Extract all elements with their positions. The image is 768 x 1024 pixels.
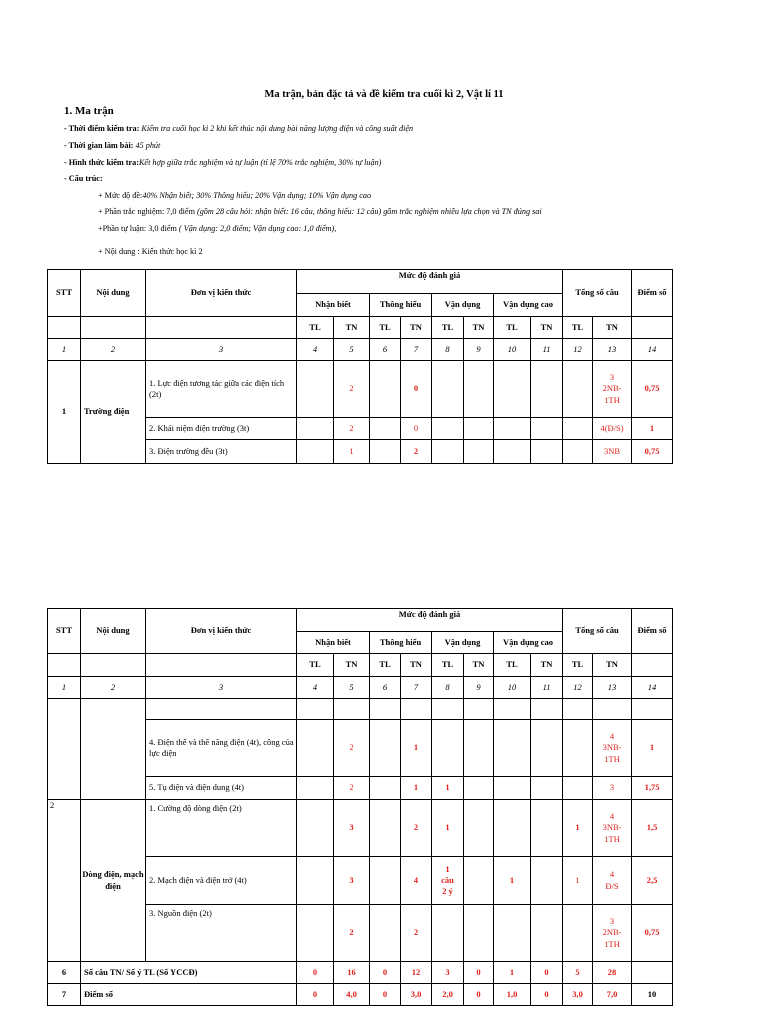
tong-tl-cell: 1: [563, 857, 593, 905]
unit-cell: 2. Khái niệm điện trường (3t): [146, 418, 297, 440]
header-tl: TL: [370, 317, 401, 339]
header-tl: TL: [432, 654, 464, 677]
column-number: 5: [334, 339, 370, 361]
score-total-cell: 10: [632, 984, 673, 1006]
unit-cell: 3. Nguồn điện (2t): [146, 905, 297, 962]
header-nhanbiet: Nhận biết: [297, 632, 370, 654]
header-donvi: Đơn vị kiến thức: [146, 609, 297, 654]
essay-line: [98, 224, 336, 233]
level-value: 40% Nhận biết; 30% Thông hiểu; 20% Vận dụng; 10% Vận dụng cao: [142, 191, 372, 200]
column-number: 9: [464, 677, 494, 699]
header-noidung: Nội dung: [81, 270, 146, 317]
score-cell: 1,5: [632, 800, 673, 857]
header-vandung: Vận dụng: [432, 632, 494, 654]
nb-tn-cell: 2: [334, 720, 370, 777]
header-tl: TL: [563, 654, 593, 677]
tong-tn-cell: 4 3NB- 1TH: [593, 800, 632, 857]
header-diemso: Điểm số: [632, 609, 673, 654]
row-stt: 7: [48, 984, 81, 1006]
header-mucdo: Mức độ đánh giá: [297, 609, 563, 632]
tong-tn-cell: 3 2NB- 1TH: [593, 905, 632, 962]
vdc-tl-cell: 1: [494, 857, 531, 905]
form-value: Kết hợp giữa trắc nghiệm và tự luận (tỉ lệ 70% trắc nghiệm, 30% tự luận): [138, 158, 382, 167]
header-tl: TL: [432, 317, 464, 339]
column-number: 4: [297, 677, 334, 699]
essay-value: ( Vận dụng: 2,0 điểm; Vận dụng cao: 1,0 điểm),: [178, 224, 337, 233]
header-tongsocau: Tổng số câu: [563, 609, 632, 654]
nb-tn-cell: 2: [334, 418, 370, 440]
form-line: [64, 158, 381, 167]
unit-cell: 5. Tụ điện và điện dung (4t): [146, 777, 297, 800]
unit-cell: 1. Lực điện tương tác giữa các điện tích (2t): [146, 361, 297, 418]
column-number: 4: [297, 339, 334, 361]
column-number: 12: [563, 339, 593, 361]
score-cell: 1: [632, 720, 673, 777]
duration-value: 45 phút: [135, 141, 161, 150]
level-label: + Mức độ đề:: [98, 191, 143, 200]
duration-line: [64, 141, 160, 150]
score-cell: 2,5: [632, 857, 673, 905]
th-tn-cell: 2: [401, 440, 432, 464]
header-nhanbiet: Nhận biết: [297, 294, 370, 317]
header-thonghieu: Thông hiểu: [370, 294, 432, 317]
header-tn: TN: [334, 654, 370, 677]
score-total-cell: 3,0: [401, 984, 432, 1006]
nb-tn-cell: 3: [334, 857, 370, 905]
header-diemso: Điểm số: [632, 270, 673, 317]
header-tongsocau: Tổng số câu: [563, 270, 632, 317]
header-tn: TN: [464, 654, 494, 677]
column-number: 14: [632, 339, 673, 361]
row-stt: 6: [48, 962, 81, 984]
score-total-cell: 0: [531, 984, 563, 1006]
score-total-cell: 0: [464, 984, 494, 1006]
score-total-cell: 2,0: [432, 984, 464, 1006]
column-number: 7: [401, 677, 432, 699]
header-tl: TL: [494, 317, 531, 339]
tong-tn-cell: 3NB: [593, 440, 632, 464]
vd-tl-cell: 1 câu 2 ý: [432, 857, 464, 905]
mcq-label: + Phần trắc nghiệm: 7,0 điểm: [98, 207, 195, 216]
tong-tn-cell: 4 3NB- 1TH: [593, 720, 632, 777]
document-title: Ma trận, bản đặc tả và đề kiểm tra cuối kì 2, Vật lí 11: [264, 89, 504, 100]
header-stt: STT: [48, 270, 81, 317]
column-number: 13: [593, 677, 632, 699]
column-number: 3: [146, 339, 297, 361]
column-number: 11: [531, 339, 563, 361]
essay-label: +Phần tự luận: 3,0 điểm: [98, 224, 177, 233]
vd-tl-cell: 1: [432, 800, 464, 857]
column-number: 8: [432, 339, 464, 361]
column-number: 9: [464, 339, 494, 361]
nb-tn-cell: 1: [334, 440, 370, 464]
column-number: 2: [81, 339, 146, 361]
header-stt: STT: [48, 609, 81, 654]
score-label: Điểm số: [81, 984, 297, 1006]
header-tn: TN: [531, 317, 563, 339]
score-cell: 0,75: [632, 440, 673, 464]
nb-tn-cell: 2: [334, 905, 370, 962]
header-tl: TL: [494, 654, 531, 677]
table-row: [48, 800, 673, 857]
th-tn-cell: 2: [401, 800, 432, 857]
sum-cell: 0: [531, 962, 563, 984]
header-tn: TN: [593, 317, 632, 339]
structure-label: - Cấu trúc:: [64, 174, 103, 183]
score-cell: 0,75: [632, 905, 673, 962]
column-number: 1: [48, 677, 81, 699]
header-tn: TN: [593, 654, 632, 677]
row-stt: 1: [48, 361, 81, 464]
score-cell: 0,75: [632, 361, 673, 418]
nb-tn-cell: 2: [334, 777, 370, 800]
unit-cell: 3. Điện trường đều (3t): [146, 440, 297, 464]
sum-cell: 1: [494, 962, 531, 984]
exam-time-value: Kiểm tra cuối học kì 2 khi kết thúc nội dung bài năng lượng điện và công suất điện: [141, 124, 414, 133]
exam-time-line: [64, 124, 413, 133]
score-total-cell: 0: [297, 984, 334, 1006]
level-line: [98, 191, 371, 200]
th-tn-cell: 1: [401, 777, 432, 800]
column-number: 13: [593, 339, 632, 361]
sum-cell: 16: [334, 962, 370, 984]
nb-tn-cell: 2: [334, 361, 370, 418]
content-line: + Nội dung : Kiến thức học kì 2: [98, 247, 203, 256]
topic-cell: Trường điện: [81, 361, 146, 464]
score-row: [48, 984, 673, 1006]
column-number: 10: [494, 339, 531, 361]
column-number: 7: [401, 339, 432, 361]
th-tn-cell: 2: [401, 905, 432, 962]
header-vandung: Vận dụng: [432, 294, 494, 317]
header-tl: TL: [563, 317, 593, 339]
tong-tn-cell: 3: [593, 777, 632, 800]
column-number: 11: [531, 677, 563, 699]
header-tn: TN: [531, 654, 563, 677]
column-number: 8: [432, 677, 464, 699]
tong-tn-cell: 4 Đ/S: [593, 857, 632, 905]
unit-cell: 2. Mạch điện và điện trở (4t): [146, 857, 297, 905]
sum-row: [48, 962, 673, 984]
score-cell: 1: [632, 418, 673, 440]
header-tn: TN: [464, 317, 494, 339]
matrix-table-1: [47, 269, 673, 464]
th-tn-cell: 0: [401, 361, 432, 418]
score-total-cell: 4,0: [334, 984, 370, 1006]
unit-cell: 4. Điện thế và thế năng điện (4t), công của lực điện: [146, 720, 297, 777]
sum-cell: 0: [297, 962, 334, 984]
header-vandungcao: Vận dụng cao: [494, 294, 563, 317]
header-tn: TN: [401, 317, 432, 339]
tong-tn-cell: 3 2NB- 1TH: [593, 361, 632, 418]
header-tl: TL: [297, 654, 334, 677]
mcq-line: [98, 207, 542, 216]
score-cell: 1,75: [632, 777, 673, 800]
header-tn: TN: [334, 317, 370, 339]
column-number: 3: [146, 677, 297, 699]
column-number: 6: [370, 339, 401, 361]
header-vandungcao: Vận dụng cao: [494, 632, 563, 654]
column-number: 2: [81, 677, 146, 699]
sum-cell: 28: [593, 962, 632, 984]
sum-cell: 0: [370, 962, 401, 984]
header-tl: TL: [297, 317, 334, 339]
th-tn-cell: 1: [401, 720, 432, 777]
column-number: 1: [48, 339, 81, 361]
sum-cell: 12: [401, 962, 432, 984]
sum-cell: 5: [563, 962, 593, 984]
column-number: 14: [632, 677, 673, 699]
tong-tn-cell: 4(Đ/S): [593, 418, 632, 440]
section-heading: 1. Ma trận: [64, 105, 114, 117]
form-label: - Hình thức kiểm tra:: [64, 158, 139, 167]
header-tl: TL: [370, 654, 401, 677]
score-total-cell: 1,0: [494, 984, 531, 1006]
score-total-cell: 0: [370, 984, 401, 1006]
row-stt: 2: [48, 800, 81, 962]
table-row: [48, 361, 673, 418]
exam-time-label: - Thời điểm kiểm tra:: [64, 124, 140, 133]
mcq-value: (gồm 28 câu hỏi: nhận biết: 16 câu, thông hiểu: 12 câu) gồm trắc nghiệm nhiều lựa chọn và TN đúng sai: [196, 207, 542, 216]
header-thonghieu: Thông hiểu: [370, 632, 432, 654]
topic-cell: Dòng điện, mạch điện: [81, 800, 146, 962]
unit-cell: 1. Cường độ dòng điện (2t): [146, 800, 297, 857]
sum-cell: 0: [464, 962, 494, 984]
nb-tn-cell: 3: [334, 800, 370, 857]
header-tn: TN: [401, 654, 432, 677]
header-mucdo: Mức độ đánh giá: [297, 270, 563, 294]
header-noidung: Nội dung: [81, 609, 146, 654]
th-tn-cell: 4: [401, 857, 432, 905]
sum-cell: 3: [432, 962, 464, 984]
tong-tl-cell: 1: [563, 800, 593, 857]
score-total-cell: 3,0: [563, 984, 593, 1006]
matrix-table-2: [47, 608, 673, 1006]
duration-label: - Thời gian làm bài:: [64, 141, 134, 150]
header-donvi: Đơn vị kiến thức: [146, 270, 297, 317]
sum-label: Số câu TN/ Số ý TL (Số YCCĐ): [81, 962, 297, 984]
column-number: 12: [563, 677, 593, 699]
th-tn-cell: 0: [401, 418, 432, 440]
column-number: 5: [334, 677, 370, 699]
vd-tl-cell: 1: [432, 777, 464, 800]
sum-cell: [632, 962, 673, 984]
score-total-cell: 7,0: [593, 984, 632, 1006]
column-number: 10: [494, 677, 531, 699]
structure-line: [64, 174, 103, 183]
column-number: 6: [370, 677, 401, 699]
